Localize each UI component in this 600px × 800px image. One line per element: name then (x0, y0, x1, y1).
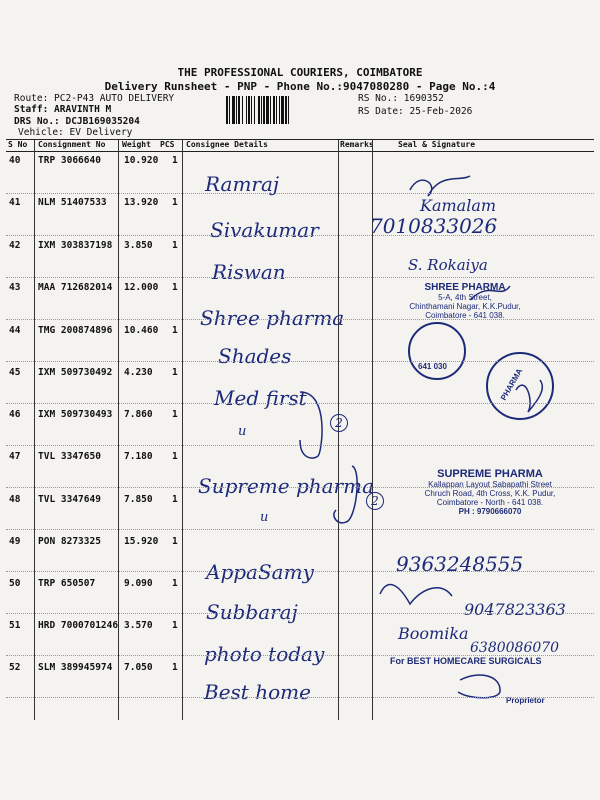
row-sno: 49 (9, 536, 21, 547)
row-weight: 9.090 (124, 578, 153, 589)
row-sno: 40 (9, 155, 21, 166)
row-consignee: photo today (204, 642, 325, 666)
round-seal-text: PHARMA (498, 367, 525, 402)
circled-number: 2 (366, 492, 384, 510)
col-header-seal-signature: Seal & Signature (398, 140, 476, 149)
row-consignment: SLM 389945974 (38, 662, 113, 673)
row-pcs: 1 (172, 282, 178, 293)
row-weight: 10.460 (124, 325, 159, 336)
row-pcs: 1 (172, 578, 178, 589)
handwritten-best-home: Best home (204, 680, 311, 704)
row-weight: 7.180 (124, 451, 153, 462)
row-pcs: 1 (172, 536, 178, 547)
column-divider (34, 140, 35, 720)
stamp-phone: PH : 9790666070 (458, 507, 522, 516)
row-pcs: 1 (172, 662, 178, 673)
row-sno: 48 (9, 494, 21, 505)
row-consignee: Sivakumar (210, 218, 319, 242)
row-rule (6, 487, 594, 488)
runsheet-subtitle: Delivery Runsheet - PNP - Phone No.:9047080280 - Page No.:4 (104, 80, 496, 93)
row-rule (6, 655, 594, 656)
row-pcs: 1 (172, 451, 178, 462)
row-pcs: 1 (172, 367, 178, 378)
col-header-weight: Weight (122, 140, 151, 149)
row-weight: 3.570 (124, 620, 153, 631)
handwritten-kamalam: Kamalam (420, 196, 497, 215)
col-header-sno: S No (8, 140, 28, 149)
handwritten-phone: 6380086070 (470, 640, 560, 656)
row-rule (6, 277, 594, 278)
row-rule (6, 361, 594, 362)
row-weight: 4.230 (124, 367, 153, 378)
row-sno: 45 (9, 367, 21, 378)
stamp-address-line: Kallappan Layout Sabapathi Street (428, 480, 552, 489)
row-weight: 3.850 (124, 240, 153, 251)
row-weight: 10.920 (124, 155, 159, 166)
handwritten-boomika: Boomika (398, 624, 469, 643)
row-weight: 7.050 (124, 662, 153, 673)
row-rule (6, 235, 594, 236)
column-divider (118, 140, 119, 720)
row-sno: 52 (9, 662, 21, 673)
stamp-address-line: Chinthamani Nagar, K.K.Pudur, (409, 302, 521, 311)
row-sno: 47 (9, 451, 21, 462)
row-consignee: Supreme pharma (198, 474, 374, 498)
stamp-address-line: Coimbatore - North - 641 038. (436, 498, 544, 507)
row-weight: 15.920 (124, 536, 159, 547)
handwritten-phone: 9363248555 (396, 552, 524, 576)
row-consignment: IXM 509730492 (38, 367, 113, 378)
row-rule (6, 319, 594, 320)
row-sno: 44 (9, 325, 21, 336)
row-rule (6, 193, 594, 194)
stamp-name: SUPREME PHARMA (437, 468, 543, 480)
row-consignee: u (238, 424, 247, 439)
row-consignment: TVL 3347650 (38, 451, 101, 462)
round-seal-text: 641 030 (418, 362, 447, 371)
row-consignee: Med first (214, 386, 307, 410)
staff-label: Staff: ARAVINTH M (14, 104, 112, 115)
barcode (226, 96, 354, 124)
row-pcs: 1 (172, 197, 178, 208)
row-consignment: TRP 650507 (38, 578, 96, 589)
row-consignment: IXM 509730493 (38, 409, 113, 420)
row-consignee: Ramraj (205, 172, 280, 196)
handwritten-rokaiya: S. Rokaiya (408, 256, 488, 274)
handwritten-phone: 9047823363 (464, 600, 566, 619)
row-consignment: TRP 3066640 (38, 155, 101, 166)
row-sno: 42 (9, 240, 21, 251)
col-header-consignment: Consignment No (38, 140, 106, 149)
row-rule (6, 613, 594, 614)
handwritten-phone: 7010833026 (370, 214, 498, 238)
signature-50 (380, 585, 452, 604)
drs-number: DRS No.: DCJB169035204 (14, 116, 140, 127)
row-consignee: Riswan (212, 260, 286, 284)
stamp-address-line: Chruch Road, 4th Cross, K.K. Pudur, (424, 489, 556, 498)
row-pcs: 1 (172, 409, 178, 420)
row-sno: 46 (9, 409, 21, 420)
stamp-name: SHREE PHARMA (424, 282, 506, 293)
row-sno: 41 (9, 197, 21, 208)
row-consignment: PON 8273325 (38, 536, 101, 547)
row-rule (6, 697, 594, 698)
row-rule (6, 403, 594, 404)
row-sno: 50 (9, 578, 21, 589)
pharma-round-seal (486, 352, 554, 420)
circled-number: 2 (330, 414, 348, 432)
row-weight: 7.850 (124, 494, 153, 505)
stamp-address-line: 5-A, 4th Street, (438, 293, 492, 302)
company-title: THE PROFESSIONAL COURIERS, COIMBATORE (177, 66, 423, 79)
row-pcs: 1 (172, 240, 178, 251)
row-weight: 7.860 (124, 409, 153, 420)
row-rule (6, 445, 594, 446)
row-consignment: MAA 712682014 (38, 282, 113, 293)
rs-number: RS No.: 1690352 (358, 93, 444, 104)
row-consignee: Shree pharma (200, 306, 345, 330)
col-header-pcs: PCS (160, 140, 175, 149)
row-consignee: Shades (218, 344, 292, 368)
table-header-rule (6, 151, 594, 152)
row-pcs: 1 (172, 494, 178, 505)
shree-pharma-stamp (376, 282, 554, 320)
row-consignment: TMG 200874896 (38, 325, 113, 336)
column-divider (182, 140, 183, 720)
row-consignee: u (260, 510, 269, 525)
rs-date: RS Date: 25-Feb-2026 (358, 106, 473, 117)
route-label: Route: PC2-P43 AUTO DELIVERY (14, 93, 175, 104)
row-pcs: 1 (172, 325, 178, 336)
vehicle-label: Vehicle: EV Delivery (18, 127, 133, 138)
row-consignee: Subbaraj (206, 600, 298, 624)
row-rule (6, 529, 594, 530)
stamp-address-line: Coimbatore - 641 038. (425, 311, 505, 320)
row-pcs: 1 (172, 620, 178, 631)
col-header-consignee: Consignee Details (186, 140, 268, 149)
stamp-name: For BEST HOMECARE SURGICALS (390, 656, 542, 666)
signature-52 (458, 675, 500, 698)
row-consignment: HRD 7000701246 (38, 620, 119, 631)
row-weight: 12.000 (124, 282, 159, 293)
stamp-role: Proprietor (506, 696, 545, 705)
row-consignment: IXM 303837198 (38, 240, 113, 251)
best-homecare-stamp (390, 656, 590, 705)
row-consignment: NLM 51407533 (38, 197, 107, 208)
barcode-bar (289, 96, 291, 124)
row-rule (6, 571, 594, 572)
round-seal (408, 322, 466, 380)
row-pcs: 1 (172, 155, 178, 166)
col-header-remarks: Remarks (340, 140, 374, 149)
supreme-pharma-stamp (390, 468, 590, 516)
row-sno: 43 (9, 282, 21, 293)
row-weight: 13.920 (124, 197, 159, 208)
row-consignment: TVL 3347649 (38, 494, 101, 505)
row-sno: 51 (9, 620, 21, 631)
row-consignee: AppaSamy (206, 560, 314, 584)
